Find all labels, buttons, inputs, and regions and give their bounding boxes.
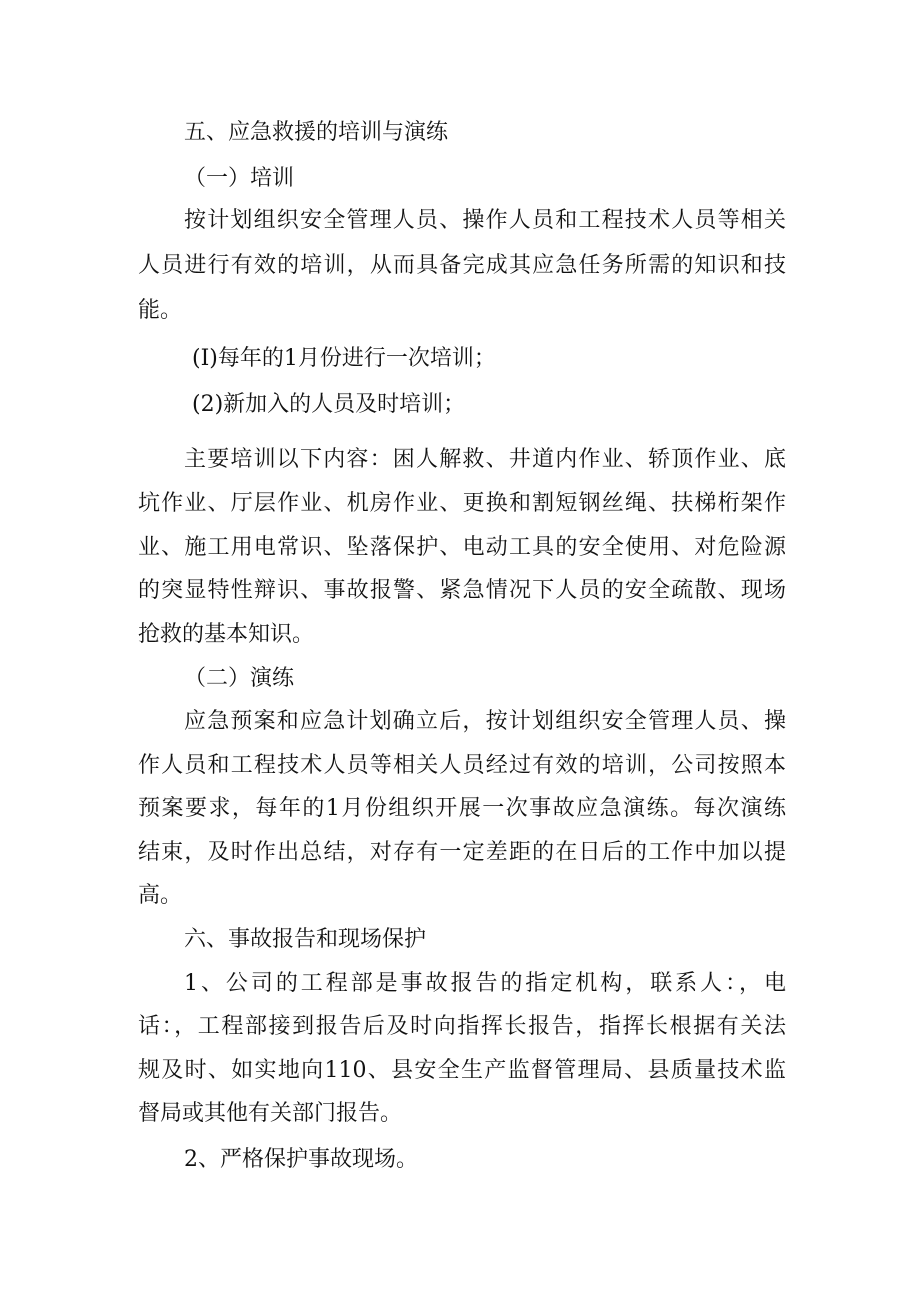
report-item-line: 话：，工程部接到报告后及时向指挥长报告，指挥长根据有关法	[138, 1014, 786, 1039]
report-item-line: 1、公司的工程部是事故报告的指定机构，联系人：，电	[184, 971, 786, 996]
drill-paragraph-line: 预案要求，每年的1月份组织开展一次事故应急演练。每次演练	[138, 796, 786, 821]
training-item-new-staff: (2)新加入的人员及时培训；	[192, 392, 466, 417]
report-item-line: 规及时、如实地向110、县安全生产监督管理局、县质量技术监	[138, 1058, 786, 1083]
subsection-title-training: （一）培训	[184, 166, 295, 191]
training-content-line: 的突显特性辩识、事故报警、紧急情况下人员的安全疏散、现场	[138, 578, 786, 603]
report-item-line: 督局或其他有关部门报告。	[138, 1101, 403, 1126]
drill-paragraph-line: 作人员和工程技术人员等相关人员经过有效的培训，公司按照本	[138, 753, 786, 778]
training-paragraph-line: 人员进行有效的培训，从而具备完成其应急任务所需的知识和技	[138, 253, 786, 278]
training-paragraph-line: 能。	[138, 298, 183, 323]
drill-paragraph-line: 应急预案和应急计划确立后，按计划组织安全管理人员、操	[184, 709, 786, 734]
training-paragraph-line: 按计划组织安全管理人员、操作人员和工程技术人员等相关	[184, 208, 786, 233]
section-heading-emergency-training: 五、应急救援的培训与演练	[184, 120, 449, 145]
drill-paragraph-line: 高。	[138, 883, 183, 908]
drill-paragraph-line: 结束，及时作出总结，对存有一定差距的在日后的工作中加以提	[138, 840, 786, 865]
training-content-line: 坑作业、厅层作业、机房作业、更换和割短钢丝绳、扶梯桁架作	[138, 491, 786, 516]
subsection-title-drill: （二）演练	[184, 666, 295, 691]
training-content-line: 业、施工用电常识、坠落保护、电动工具的安全使用、对危险源	[138, 535, 786, 560]
report-item-protect-scene: 2、严格保护事故现场。	[184, 1147, 418, 1172]
training-content-line: 抢救的基本知识。	[138, 622, 315, 647]
section-heading-accident-report: 六、事故报告和现场保护	[184, 927, 427, 952]
training-content-line: 主要培训以下内容：困人解救、井道内作业、轿顶作业、底	[184, 447, 786, 472]
training-item-annual: (I)每年的1月份进行一次培训；	[192, 346, 496, 371]
